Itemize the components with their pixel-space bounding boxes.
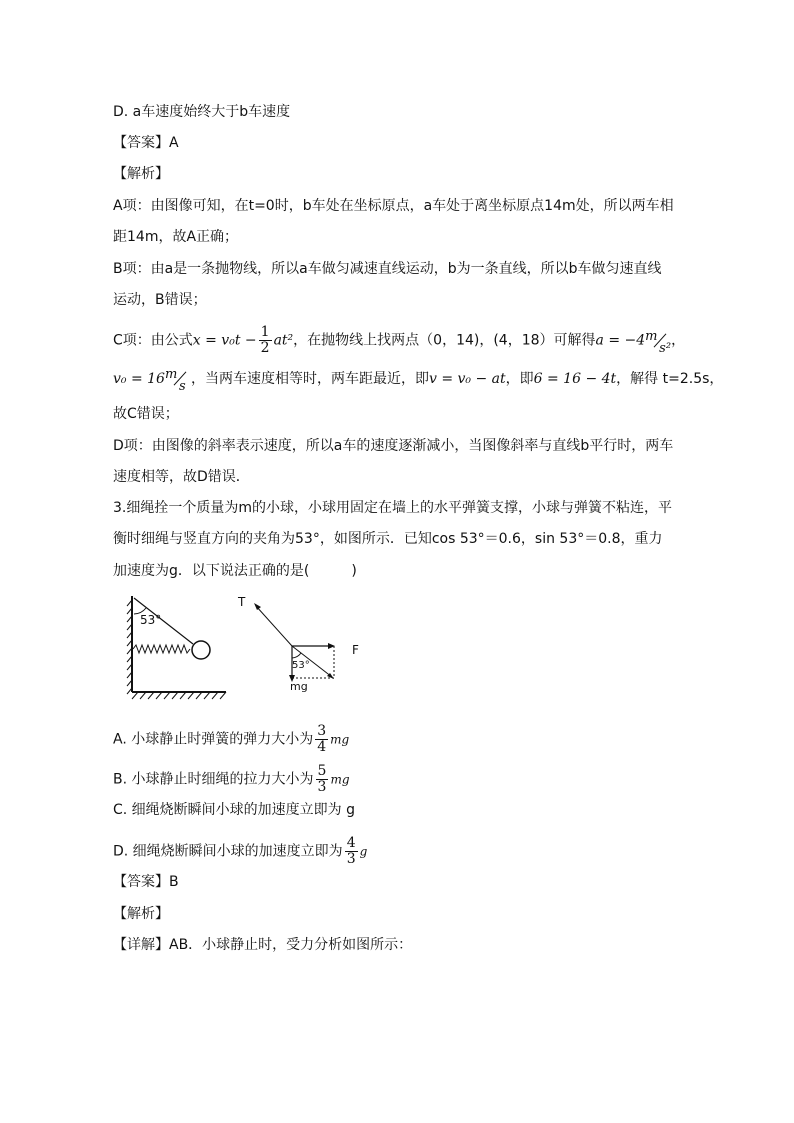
analysis-c-line3: 故C错误； xyxy=(113,406,179,422)
fraction-4-3: $\frac{4}{3}$ xyxy=(346,835,356,867)
question-3-line1: 3.细绳拴一个质量为m的小球，小球用固定在墙上的水平弹簧支撑，小球与弹簧不粘连，平 xyxy=(113,500,672,516)
mg-label: mg xyxy=(290,680,308,693)
fraction-5-3: $\frac{5}{3}$ xyxy=(317,763,327,795)
analysis-b-line2: 运动，B错误； xyxy=(113,292,207,308)
unit-m-per-s2: m s² xyxy=(645,328,672,356)
fraction-half: $\frac{1}{2}$ xyxy=(260,324,270,356)
analysis-c-line1: C项：由公式x = v₀t − $\frac{1}{2}$ at²，在抛物线上找两点（0，14)，(4，18）可解得a = −4 m s² ， xyxy=(113,324,686,356)
analysis-b-line1: B项：由a是一条抛物线，所以a车做匀减速直线运动，b为一条直线，所以b车做匀速直线 xyxy=(113,261,662,277)
question-3-figure xyxy=(126,592,386,702)
force-f-label: F xyxy=(352,643,359,657)
spring xyxy=(133,645,190,653)
option-d: D. 细绳烧断瞬间小球的加速度立即为 $\frac{4}{3}$ g xyxy=(113,835,368,867)
analysis-d-line1: D项：由图像的斜率表示速度，所以a车的速度逐渐减小，当图像斜率与直线b平行时，两车 xyxy=(113,438,674,454)
answer-label-1: 【答案】A xyxy=(113,135,179,151)
wall-diagram xyxy=(127,596,226,699)
question-3-line3: 加速度为g．以下说法正确的是( ) xyxy=(113,563,357,579)
analysis-d-line2: 速度相等，故D错误． xyxy=(113,469,250,485)
force-diagram xyxy=(237,595,359,693)
fraction-3-4: $\frac{3}{4}$ xyxy=(317,723,327,755)
angle-label: 53° xyxy=(140,613,162,627)
analysis-c-line2: v₀ = 16 m s ，当两车速度相等时，两车距最近，即v = v₀ − at，即6 = 16 − 4t，解得 t=2.5s， xyxy=(113,367,724,394)
option-c: C. 细绳烧断瞬间小球的加速度立即为 g xyxy=(113,802,356,818)
analysis-a-line1: A项：由图像可知，在t=0时，b车处在坐标原点，a车处于离坐标原点14m处，所以两车相 xyxy=(113,198,674,214)
ball xyxy=(192,641,210,659)
option-d-prev: D. a车速度始终大于b车速度 xyxy=(113,104,291,120)
detail-line: 【详解】AB．小球静止时，受力分析如图所示： xyxy=(113,937,413,953)
unit-m-per-s: m s xyxy=(164,367,186,394)
analysis-a-line2: 距14m，故A正确； xyxy=(113,229,239,245)
tension-label: T xyxy=(238,595,246,609)
option-a: A. 小球静止时弹簧的弹力大小为 $\frac{3}{4}$ mg xyxy=(113,723,350,755)
option-b: B. 小球静止时细绳的拉力大小为 $\frac{5}{3}$ mg xyxy=(113,763,350,795)
answer-label-2: 【答案】B xyxy=(113,874,179,890)
question-3-line2: 衡时细绳与竖直方向的夹角为53°，如图所示．已知cos 53°＝0.6，sin 53°＝0.8，重力 xyxy=(113,531,663,547)
analysis-label-1: 【解析】 xyxy=(113,166,169,182)
analysis-label-2: 【解析】 xyxy=(113,906,169,922)
angle-label-2: 53° xyxy=(292,660,310,671)
